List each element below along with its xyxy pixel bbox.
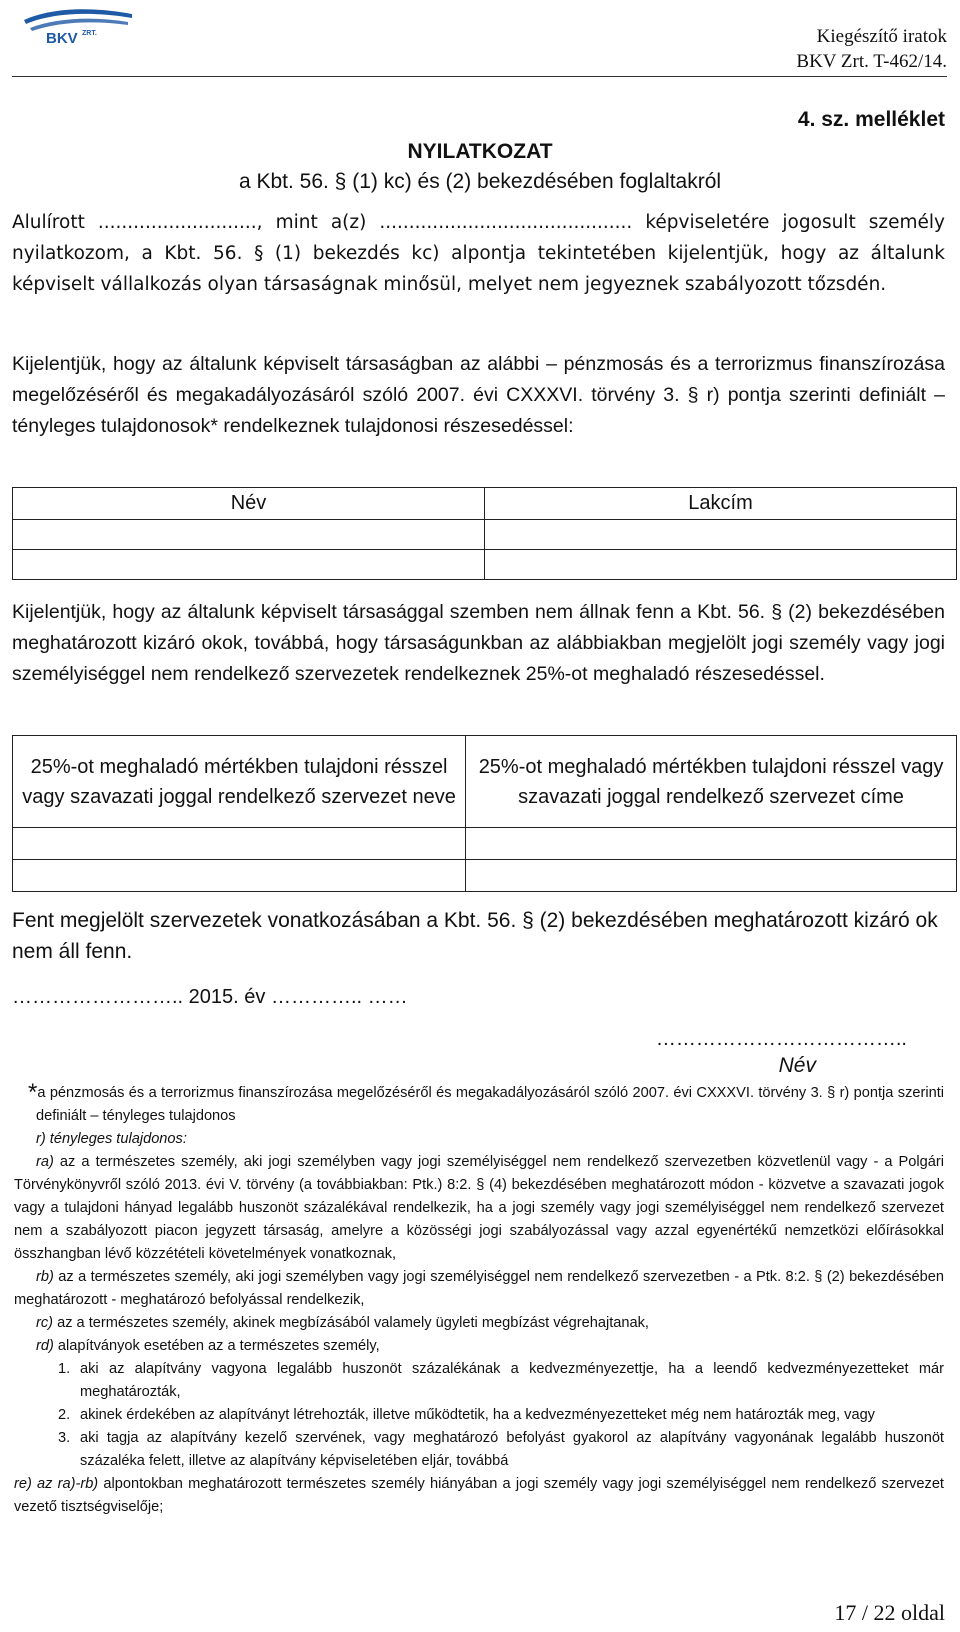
page-number: 17 / 22 oldal [834,1600,945,1625]
paragraph-exclusion: Kijelentjük, hogy az általunk képviselt társasággal szemben nem állnak fenn a Kbt. 56. § (2) bekezdésében meghatározott kizáró okok, továbbá, hogy társaságunkban az alábbiakban megjelölt jogi személy vagy jogi személyiséggel nem rendelkező szervezetek rendelkeznek 25%-ot meghaladó részesedéssel. [12,601,945,685]
footnote-item: 1. aki az alapítvány vagyona legalább huszonöt százalékának a kedvezményezettje, ha a leendő kedvezményezetteket már meghatározták, [58,1361,944,1400]
table-cell[interactable] [466,860,957,892]
footnote-item: 2. akinek érdekében az alapítványt létrehozták, illetve működtetik, ha a kedvezményezetteket még nem határozták meg, vagy [58,1407,875,1423]
document-title: NYILATKOZAT [407,140,553,163]
table-cell[interactable] [13,520,485,550]
table-row [13,828,957,860]
column-header-address: Lakcím [485,488,957,520]
header-doc-info [796,24,947,74]
footnote-r-heading: r) tényleges tulajdonos: [36,1131,187,1147]
footnote-intro-text: a pénzmosás és a terrorizmus finanszírozása megelőzéséről és megakadályozásáról szóló 2007. évi CXXXVI. törvény 3. § r) pontja szerinti definiált – tényleges tulajdonos [36,1085,944,1124]
paragraph-statement: Fent megjelölt szervezetek vonatkozásában a Kbt. 56. § (2) bekezdésében meghatározott kizáró ok nem áll fenn. [12,909,938,963]
table-row [13,550,957,580]
table-cell[interactable] [466,828,957,860]
date-line: …………………….. 2015. év ………….. …… [12,986,408,1008]
signature-label: Név [778,1054,816,1077]
footnote-item: 3. aki tagja az alapítvány kezelő szervének, vagy meghatározó befolyást gyakorol az alapítvány vagyonának legalább huszonöt százaléka felett, illetve az alapítvány képviseletében eljár, továbbá [58,1430,944,1469]
header-doc-code: BKV Zrt. T-462/14. [796,51,947,72]
footnote-intro [14,1081,944,1128]
table-header-row [13,736,957,828]
paragraph-beneficial-owners: Kijelentjük, hogy az általunk képviselt társaságban az alábbi – pénzmosás és a terrorizmus finanszírozása megelőzéséről és megakadályozásáról szóló 2007. évi CXXXVI. törvény 3. § r) pontja szerinti definiált – tényleges tulajdonosok* rendelkeznek tulajdonosi részesedéssel: [12,353,945,437]
table-cell[interactable] [485,550,957,580]
document-subtitle: a Kbt. 56. § (1) kc) és (2) bekezdésében foglaltakról [238,170,722,193]
paragraph-declaration: Alulírott ..........................., mint a(z) ........................................... képviseletére jogosult személy nyilatkozom, a Kbt. 56. § (1) bekezdés kc) alpontja tekintetében kijelentjük, hogy az általunk képviselt vállalkozás olyan társaságnak minősül, melyet nem jegyeznek szabályozott tőzsdén. [12,212,945,295]
svg-text:ZRT.: ZRT. [82,30,97,37]
table-cell[interactable] [485,520,957,550]
table-row [13,520,957,550]
table-row [13,860,957,892]
header-doc-category: Kiegészítő iratok [816,26,947,47]
table-cell[interactable] [13,860,466,892]
footnote-star: * [28,1079,38,1106]
column-header-org-name: 25%-ot meghaladó mértékben tulajdoni résszel vagy szavazati joggal rendelkező szervezet neve [13,736,466,828]
column-header-org-address: 25%-ot meghaladó mértékben tulajdoni résszel vagy szavazati joggal rendelkező szervezet címe [466,736,957,828]
footnote [14,1081,944,1519]
svg-text:BKV: BKV [46,30,78,46]
annex-label: 4. sz. melléklet [797,108,945,131]
footnote-ra: ra) az a természetes személy, aki jogi személyben vagy jogi személyiséggel nem rendelkező szervezetben közvetlenül vagy - a Polgári Törvénykönyvről szóló 2013. évi V. törvény (a továbbiakban: Ptk.) 8:2. § (4) bekezdésében meghatározott módon - közvetve a szavazati jogok vagy a tulajdoni hányad legalább huszonöt százalékával rendelkezik, ha a jogi személy vagy jogi személyiséggel nem rendelkező szervezet nem a szabályozott piacon jegyzett társaság, amelyre a közösségi jogi szabályozással vagy azzal egyenértékű nemzetközi előírásokkal összhangban lévő közzétételi követelmények vonatkoznak, [14,1154,944,1262]
footnote-re: re) az ra)-rb) alpontokban meghatározott természetes személy hiányában a jogi személy vagy jogi személyiséggel nem rendelkező szervezet vezető tisztségviselője; [14,1476,944,1515]
signature-line: ……………………………….. [655,1028,907,1050]
beneficial-owners-table [12,487,957,580]
table-header-row [13,488,957,520]
page-header [12,0,947,77]
table-cell[interactable] [13,550,485,580]
column-header-name: Név [13,488,485,520]
table-cell[interactable] [13,828,466,860]
footnote-rc: rc) az a természetes személy, akinek megbízásából valamely ügyleti megbízást végrehajtanak, [36,1315,649,1331]
footnote-rb: rb) az a természetes személy, aki jogi személyben vagy jogi személyiséggel nem rendelkező szervezetben - a Ptk. 8:2. § (2) bekezdésében meghatározott - meghatározó befolyással rendelkezik, [14,1269,945,1308]
bkv-logo [20,6,138,46]
footnote-rd: rd) alapítványok esetében az a természetes személy, [36,1338,380,1354]
organizations-table [12,735,957,892]
